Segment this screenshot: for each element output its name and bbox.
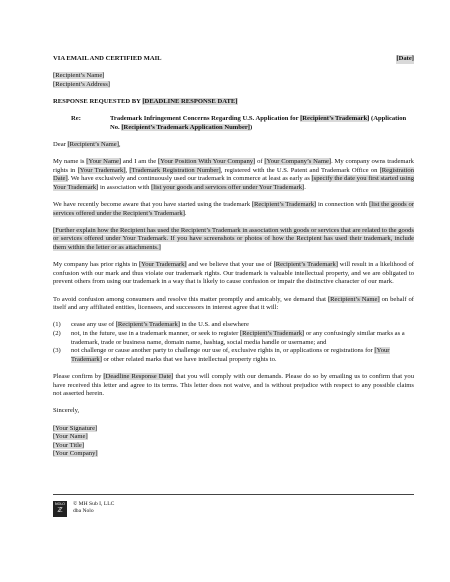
signature: [Your Signature]: [53, 424, 98, 432]
recipient-address: [Recipient’s Address]: [53, 80, 110, 88]
signer-title: [Your Title]: [53, 441, 85, 449]
paragraph-intro: My name is [Your Name] and I am the [Your Position With Your Company] of [Your Company’s Name]. My company owns trademark rights in [Your Trademark], [Trademark Registration Number], registered with the U.S. Patent and Trademark Office on [Registration Date]. We have exclusively and continuously used our trademark in commerce at least as early as [specify the date you first started using Your Trademark] in association with [list your goods and services offer under Your Trademark].: [53, 158, 414, 191]
paragraph-prior-rights: My company has prior rights in [Your Trademark] and we believe that your use of [Recipient’s Trademark] will result in a likelihood of confusion with our mark and thus violate our trademark rights. Our trademark is valuable intellectual property, and we are obligated to prevent others from using our trademark in a way that is likely to cause confusion or impair the distinctive character of our mark.: [53, 261, 414, 286]
subject-line: [71, 115, 414, 132]
recipient-block: [53, 72, 414, 89]
list-item: (2) not, in the future, use in a trademark manner, or seek to register [Recipient’s Trademark] or any confusingly similar marks as a trademark, trade or business name, domain name, hashtag, social media handle or username; and: [53, 330, 405, 346]
recipient-name: [Recipient’s Name]: [53, 72, 105, 80]
signature-block: [53, 425, 414, 459]
salutation: Dear [Recipient’s Name],: [53, 140, 121, 148]
paragraph-explanation: [Further explain how the Recipient has used the Recipient’s Trademark in association with goods or services that are related to the goods or services offered under Your Trademark. If you have screenshots or photos of how the Recipient has used their trademark, include them within the letter or as attachments.]: [53, 226, 414, 252]
list-item: (3) not challenge or cause another party to challenge our use of, exclusive rights in, or applications or registrations for [Your Trademark] or other related marks that we have intellectual property rights to.: [53, 347, 390, 363]
copyright-text: © MH Sub I, LLC dba Nolo: [73, 501, 115, 514]
closing: Sincerely,: [53, 407, 80, 415]
demand-list: [53, 321, 414, 364]
footer: [53, 494, 414, 517]
response-requested: RESPONSE REQUESTED BY [DEADLINE RESPONSE DATE]: [53, 97, 238, 105]
header-row: [53, 55, 414, 64]
subject-text: Trademark Infringement Concerns Regarding U.S. Application for [Recipient’s Trademark] (Application No. [Recipient’s Trademark Application Number]): [110, 115, 407, 131]
response-deadline: [DEADLINE RESPONSE DATE]: [142, 97, 238, 105]
signer-company: [Your Company]: [53, 450, 98, 458]
signer-name: [Your Name]: [53, 433, 88, 441]
paragraph-demand: To avoid confusion among consumers and resolve this matter promptly and amicably, we demand that [Recipient’s Name] on behalf of itself and any affiliated entities, licensees, and successors in interest agree that it will:: [53, 295, 414, 312]
date-field: [Date]: [396, 55, 414, 62]
subject-label: Re:: [71, 115, 81, 123]
paragraph-confirm: Please confirm by [Deadline Response Date] that you will comply with our demands. Please do so by emailing us to confirm that you have received this letter and agree to its terms. This letter does not waive, and is without prejudice with respect to any possible claims not asserted herein.: [53, 372, 414, 398]
paragraph-awareness: We have recently become aware that you have started using the trademark [Recipient’s Trademark] in connection with [list the goods or services offered under the Recipient’s Trademark].: [53, 201, 415, 217]
delivery-method: VIA EMAIL AND CERTIFIED MAIL: [53, 55, 162, 62]
list-item: (1) cease any use of [Recipient’s Trademark] in the U.S. and elsewhere: [53, 321, 249, 329]
nolo-logo-icon: NOLO ℤ: [53, 501, 67, 517]
